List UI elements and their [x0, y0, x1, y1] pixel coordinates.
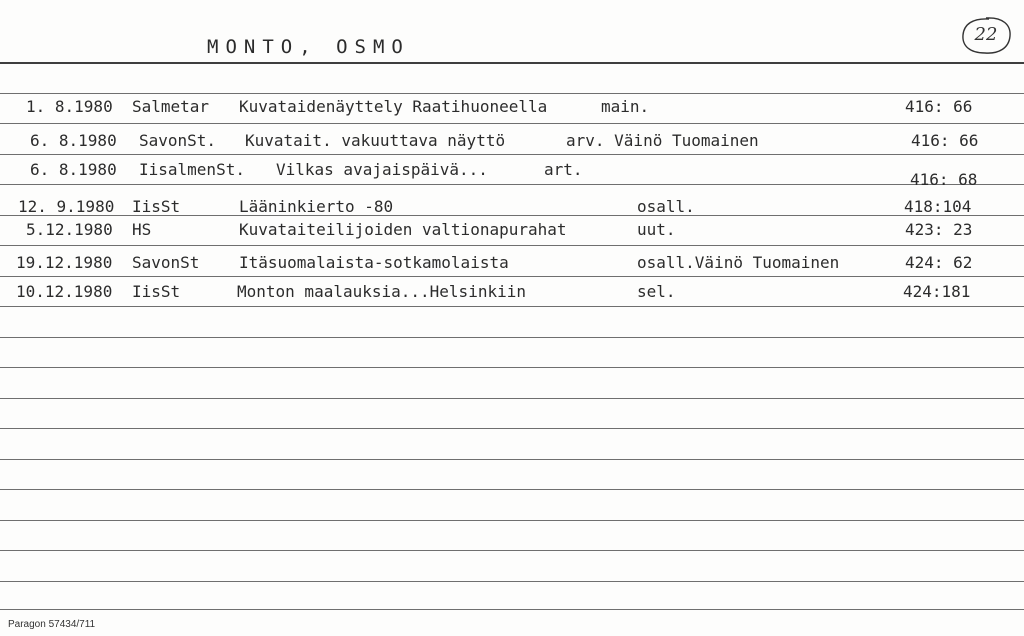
entry-source: IisSt — [132, 197, 181, 216]
entry-type: osall.Väinö Tuomainen — [637, 253, 840, 272]
header-rule — [0, 62, 1024, 64]
entry-type: sel. — [637, 282, 676, 301]
entry-date: 12. 9.1980 — [18, 197, 115, 216]
ruled-line — [0, 609, 1024, 610]
card-footer-print: Paragon 57434/711 — [8, 619, 96, 630]
entry-source: SavonSt — [132, 253, 200, 272]
entry-source: IisSt — [132, 282, 181, 301]
entry-title: Kuvataiteilijoiden valtionapurahat — [239, 220, 567, 239]
entry-ref: 418:104 — [904, 197, 972, 216]
entry-title: Monton maalauksia...Helsinkiin — [237, 282, 526, 301]
entry-title: Vilkas avajaispäivä... — [276, 160, 488, 179]
card-number-stamp — [959, 15, 1013, 57]
ruled-line — [0, 520, 1024, 521]
ruled-line — [0, 367, 1024, 368]
entry-source: SavonSt. — [139, 131, 217, 150]
ruled-line — [0, 489, 1024, 490]
entry-date: 6. 8.1980 — [30, 131, 117, 150]
entry-row — [0, 282, 1024, 310]
entry-ref: 423: 23 — [905, 220, 973, 239]
entry-date: 6. 8.1980 — [30, 160, 117, 179]
entry-type: uut. — [637, 220, 676, 239]
entry-row — [0, 253, 1024, 281]
entry-row — [0, 97, 1024, 125]
entry-type: main. — [601, 97, 650, 116]
entry-type: art. — [544, 160, 583, 179]
entry-row — [0, 131, 1024, 159]
card-name: MONTO, OSMO — [207, 36, 410, 58]
entry-source: Salmetar — [132, 97, 210, 116]
entry-type: arv. Väinö Tuomainen — [566, 131, 759, 150]
entry-ref: 416: 66 — [911, 131, 979, 150]
ruled-line — [0, 550, 1024, 551]
entry-date: 1. 8.1980 — [26, 97, 113, 116]
entry-row — [0, 220, 1024, 248]
entry-title: Itäsuomalaista-sotkamolaista — [239, 253, 509, 272]
entry-type: osall. — [637, 197, 695, 216]
entry-title: Kuvataidenäyttely Raatihuoneella — [239, 97, 548, 116]
entry-date: 10.12.1980 — [16, 282, 113, 301]
entry-date: 5.12.1980 — [26, 220, 113, 239]
entry-title: Lääninkierto -80 — [239, 197, 394, 216]
entry-ref: 424:181 — [903, 282, 971, 301]
entry-ref: 416: 68 — [910, 170, 978, 189]
entry-source: IisalmenSt. — [139, 160, 245, 179]
card-number: 22 — [974, 24, 998, 45]
ruled-line — [0, 459, 1024, 460]
entry-ref: 416: 66 — [905, 97, 973, 116]
ruled-line — [0, 398, 1024, 399]
ruled-line — [0, 428, 1024, 429]
ruled-line — [0, 93, 1024, 94]
entry-date: 19.12.1980 — [16, 253, 113, 272]
entry-ref: 424: 62 — [905, 253, 973, 272]
entry-title: Kuvatait. vakuuttava näyttö — [245, 131, 506, 150]
ruled-line — [0, 581, 1024, 582]
ruled-line — [0, 337, 1024, 338]
entry-row — [0, 160, 1024, 188]
entry-source: HS — [132, 220, 152, 239]
